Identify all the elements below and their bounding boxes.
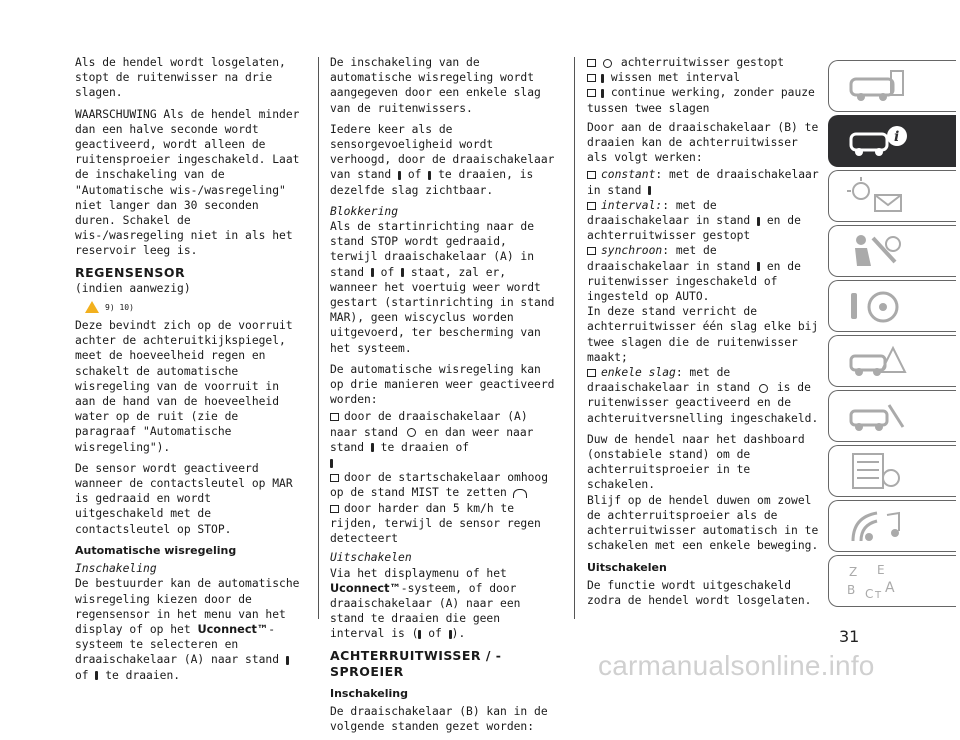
wiper-position-icon	[286, 656, 289, 665]
sidebar-tab-emergency[interactable]	[828, 335, 956, 387]
column-3	[587, 55, 819, 614]
tech-data-icon	[847, 452, 907, 490]
off-position-icon	[407, 428, 416, 437]
wiper-position-icon	[418, 630, 421, 639]
car-dashboard-icon	[847, 67, 907, 105]
paragraph: Via het displaymenu of het Uconnect™-systeem, of door draaischakelaar (A) naar een stand te draaien die geen interval is ( of ).	[330, 566, 521, 641]
svg-text:C: C	[865, 587, 874, 600]
bullet-icon	[330, 413, 339, 421]
svg-text:T: T	[875, 590, 882, 600]
uconnect-brand: Uconnect™	[330, 581, 401, 595]
section-subtitle: (indien aanwezig)	[75, 281, 191, 295]
index-icon	[847, 562, 907, 600]
list-item: interval:: met de draaischakelaar in stand en de achterruitwisser gestopt	[587, 198, 801, 243]
wiper-position-icon	[95, 671, 98, 680]
bullet-icon	[587, 202, 596, 210]
warning-lights-icon	[847, 177, 907, 215]
list-item: constant: met de draaischakelaar in stand	[587, 168, 819, 197]
bullet-icon	[587, 89, 596, 97]
column-1	[75, 55, 305, 689]
reference-numbers: 9) 10)	[105, 302, 134, 312]
wiper-position-icon	[428, 171, 431, 180]
bullet-icon	[330, 505, 339, 513]
off-position-icon	[603, 59, 612, 68]
bullet-icon	[587, 59, 596, 67]
subheading-auto-wipe: Automatische wisregeling	[75, 543, 237, 557]
bullet-icon	[587, 369, 596, 377]
sidebar-tab-car-care[interactable]	[828, 390, 956, 442]
list-item: door harder dan 5 km/h te rijden, terwijl de sensor regen detecteert	[330, 501, 541, 546]
subheading-blocking: Blokkering	[330, 204, 399, 218]
bullet-icon	[587, 171, 596, 179]
sidebar-tab-index[interactable]	[828, 555, 956, 607]
sidebar-tab-warning-lights[interactable]	[828, 170, 956, 222]
paragraph: De draaischakelaar (B) kan in de volgende standen gezet worden:	[330, 704, 548, 733]
wiper-position-icon	[757, 217, 760, 226]
paragraph: Als de startinrichting naar de stand STOP wordt gedraaid, terwijl draaischakelaar (A) in stand of staat, zal er, wanneer het voertuig weer wordt gestart (startinrichting in stand MAR), geen wiscyclus worden uitgevoerd, ter bescherming van het systeem.	[330, 220, 555, 355]
wiper-position-icon	[401, 268, 404, 277]
list-item: door de startschakelaar omhoog op de stand MIST te zetten	[330, 471, 549, 500]
svg-text:i: i	[894, 129, 900, 145]
paragraph: De functie wordt uitgeschakeld zodra de hendel wordt losgelaten.	[587, 578, 812, 607]
list-item: achterruitwisser gestopt	[587, 55, 819, 70]
sidebar-tab-multimedia[interactable]	[828, 500, 956, 552]
paragraph: Duw de hendel naar het dashboard (onstabiele stand) om de achterruitsproeier in te schakelen.	[587, 432, 805, 492]
sidebar-tab-tech-data[interactable]	[828, 445, 956, 497]
subheading-deactivation: Uitschakelen	[330, 551, 412, 565]
section-heading-rain-sensor: REGENSENSOR	[75, 264, 186, 280]
paragraph: De sensor wordt geactiveerd wanneer de contactsleutel op MAR is gedraaid en wordt uitgeschakeld met de contactsleutel op STOP.	[75, 461, 293, 536]
bullet-icon	[587, 74, 596, 82]
sidebar-tab-airbag[interactable]	[828, 225, 956, 277]
sidebar-tab-car-info[interactable]	[828, 115, 956, 167]
car-care-icon	[847, 397, 907, 435]
sidebar-tab-dashboard[interactable]	[828, 60, 956, 112]
paragraph: De inschakeling van de automatische wisregeling wordt aangegeven door een enkele slag van de ruitenwissers.	[330, 56, 541, 115]
list-item: continue werking, zonder pauze tussen twee slagen	[587, 86, 815, 115]
airbag-icon	[847, 232, 907, 270]
subheading-activation: Inschakeling	[75, 562, 157, 576]
svg-text:Z: Z	[849, 565, 858, 579]
wiper-position-icon	[330, 459, 333, 468]
watermark: carmanualsonline.info	[598, 650, 875, 681]
uconnect-brand: Uconnect™	[197, 622, 269, 636]
wiper-position-icon	[601, 89, 604, 98]
subheading-deactivation: Uitschakelen	[587, 560, 667, 574]
paragraph: Blijf op de hendel duwen om zowel de achterruitsproeier als de achterruitwisser automatisch in te schakelen met een enkele beweging.	[587, 493, 819, 553]
column-divider	[574, 57, 575, 619]
paragraph: De automatische wisregeling kan op drie manieren weer geactiveerd worden:	[330, 362, 555, 407]
paragraph: Door aan de draaischakelaar (B) te draaien kan de achterruitwisser als volgt werken:	[587, 120, 819, 165]
wiper-position-icon	[371, 268, 374, 277]
wiper-position-icon	[398, 171, 401, 180]
list-item: enkele slag: met de draaischakelaar in stand is de ruitenwisser geactiveerd en de achteruitversnelling ingeschakeld.	[587, 366, 819, 425]
column-divider	[318, 57, 319, 619]
column-2	[330, 55, 560, 740]
paragraph: Als de hendel wordt losgelaten, stopt de ruitenwisser na drie slagen.	[75, 56, 286, 100]
bullet-icon	[587, 247, 596, 255]
multimedia-icon	[847, 507, 907, 545]
paragraph: De bestuurder kan de automatische wisregeling kiezen door de regensensor in het menu van het display of op het Uconnect™-systeem te selecteren en draaischakelaar (A) naar stand of te draaien.	[75, 577, 300, 682]
wiper-position-icon	[601, 74, 604, 83]
bullet-icon	[330, 474, 339, 482]
section-heading-rear-wiper: ACHTERRUITWISSER / -SPROEIER	[330, 647, 502, 679]
wiper-position-icon	[648, 186, 651, 195]
subheading-activation: Inschakeling	[330, 686, 408, 700]
off-position-icon	[759, 384, 768, 393]
paragraph: Iedere keer als de sensorgevoeligheid wordt verhoogd, door de draaischakelaar van stand of te draaien, is dezelfde slag zichtbaar.	[330, 122, 555, 197]
list-item: door de draaischakelaar (A) naar stand en dan weer naar stand te draaien of	[330, 409, 560, 470]
svg-text:E: E	[877, 563, 885, 577]
svg-text:A: A	[885, 580, 895, 596]
wiper-mist-icon	[513, 489, 527, 498]
warning-paragraph: WAARSCHUWING Als de hendel minder dan een halve seconde wordt geactiveerd, wordt alleen de ruitensproeier ingeschakeld. Laat de inschakeling van de "Automatische wis-/wasregeling" niet langer dan 30 seconden duren. Schakel de wis-/wasregeling niet in als het reservoir leeg is.	[75, 107, 300, 258]
list-item: wissen met interval	[587, 70, 819, 85]
wiper-position-icon	[757, 262, 760, 271]
sidebar-tab-steering[interactable]	[828, 280, 956, 332]
svg-text:B: B	[847, 583, 856, 597]
page-number: 31	[839, 627, 860, 646]
list-item: synchroon: met de draaischakelaar in stand en de ruitenwisser ingeschakeld of ingesteld op AUTO. In deze stand verricht de achterruitwisser één slag elke bij twee slagen die de ruitenwisser maakt;	[587, 244, 819, 364]
car-info-icon	[847, 122, 907, 160]
paragraph: Deze bevindt zich op de voorruit achter de achteruitkijkspiegel, meet de hoeveelheid regen en schakelt de automatische wisregeling van de voorruit in aan de hand van de hoeveelheid water op de ruit (zie de paragraaf "Automatische wisregeling").	[75, 319, 293, 454]
wiper-position-icon	[371, 443, 374, 452]
steering-icon	[847, 287, 907, 325]
warning-reference	[75, 299, 305, 315]
warning-triangle-icon	[85, 301, 99, 313]
emergency-icon	[847, 342, 907, 380]
